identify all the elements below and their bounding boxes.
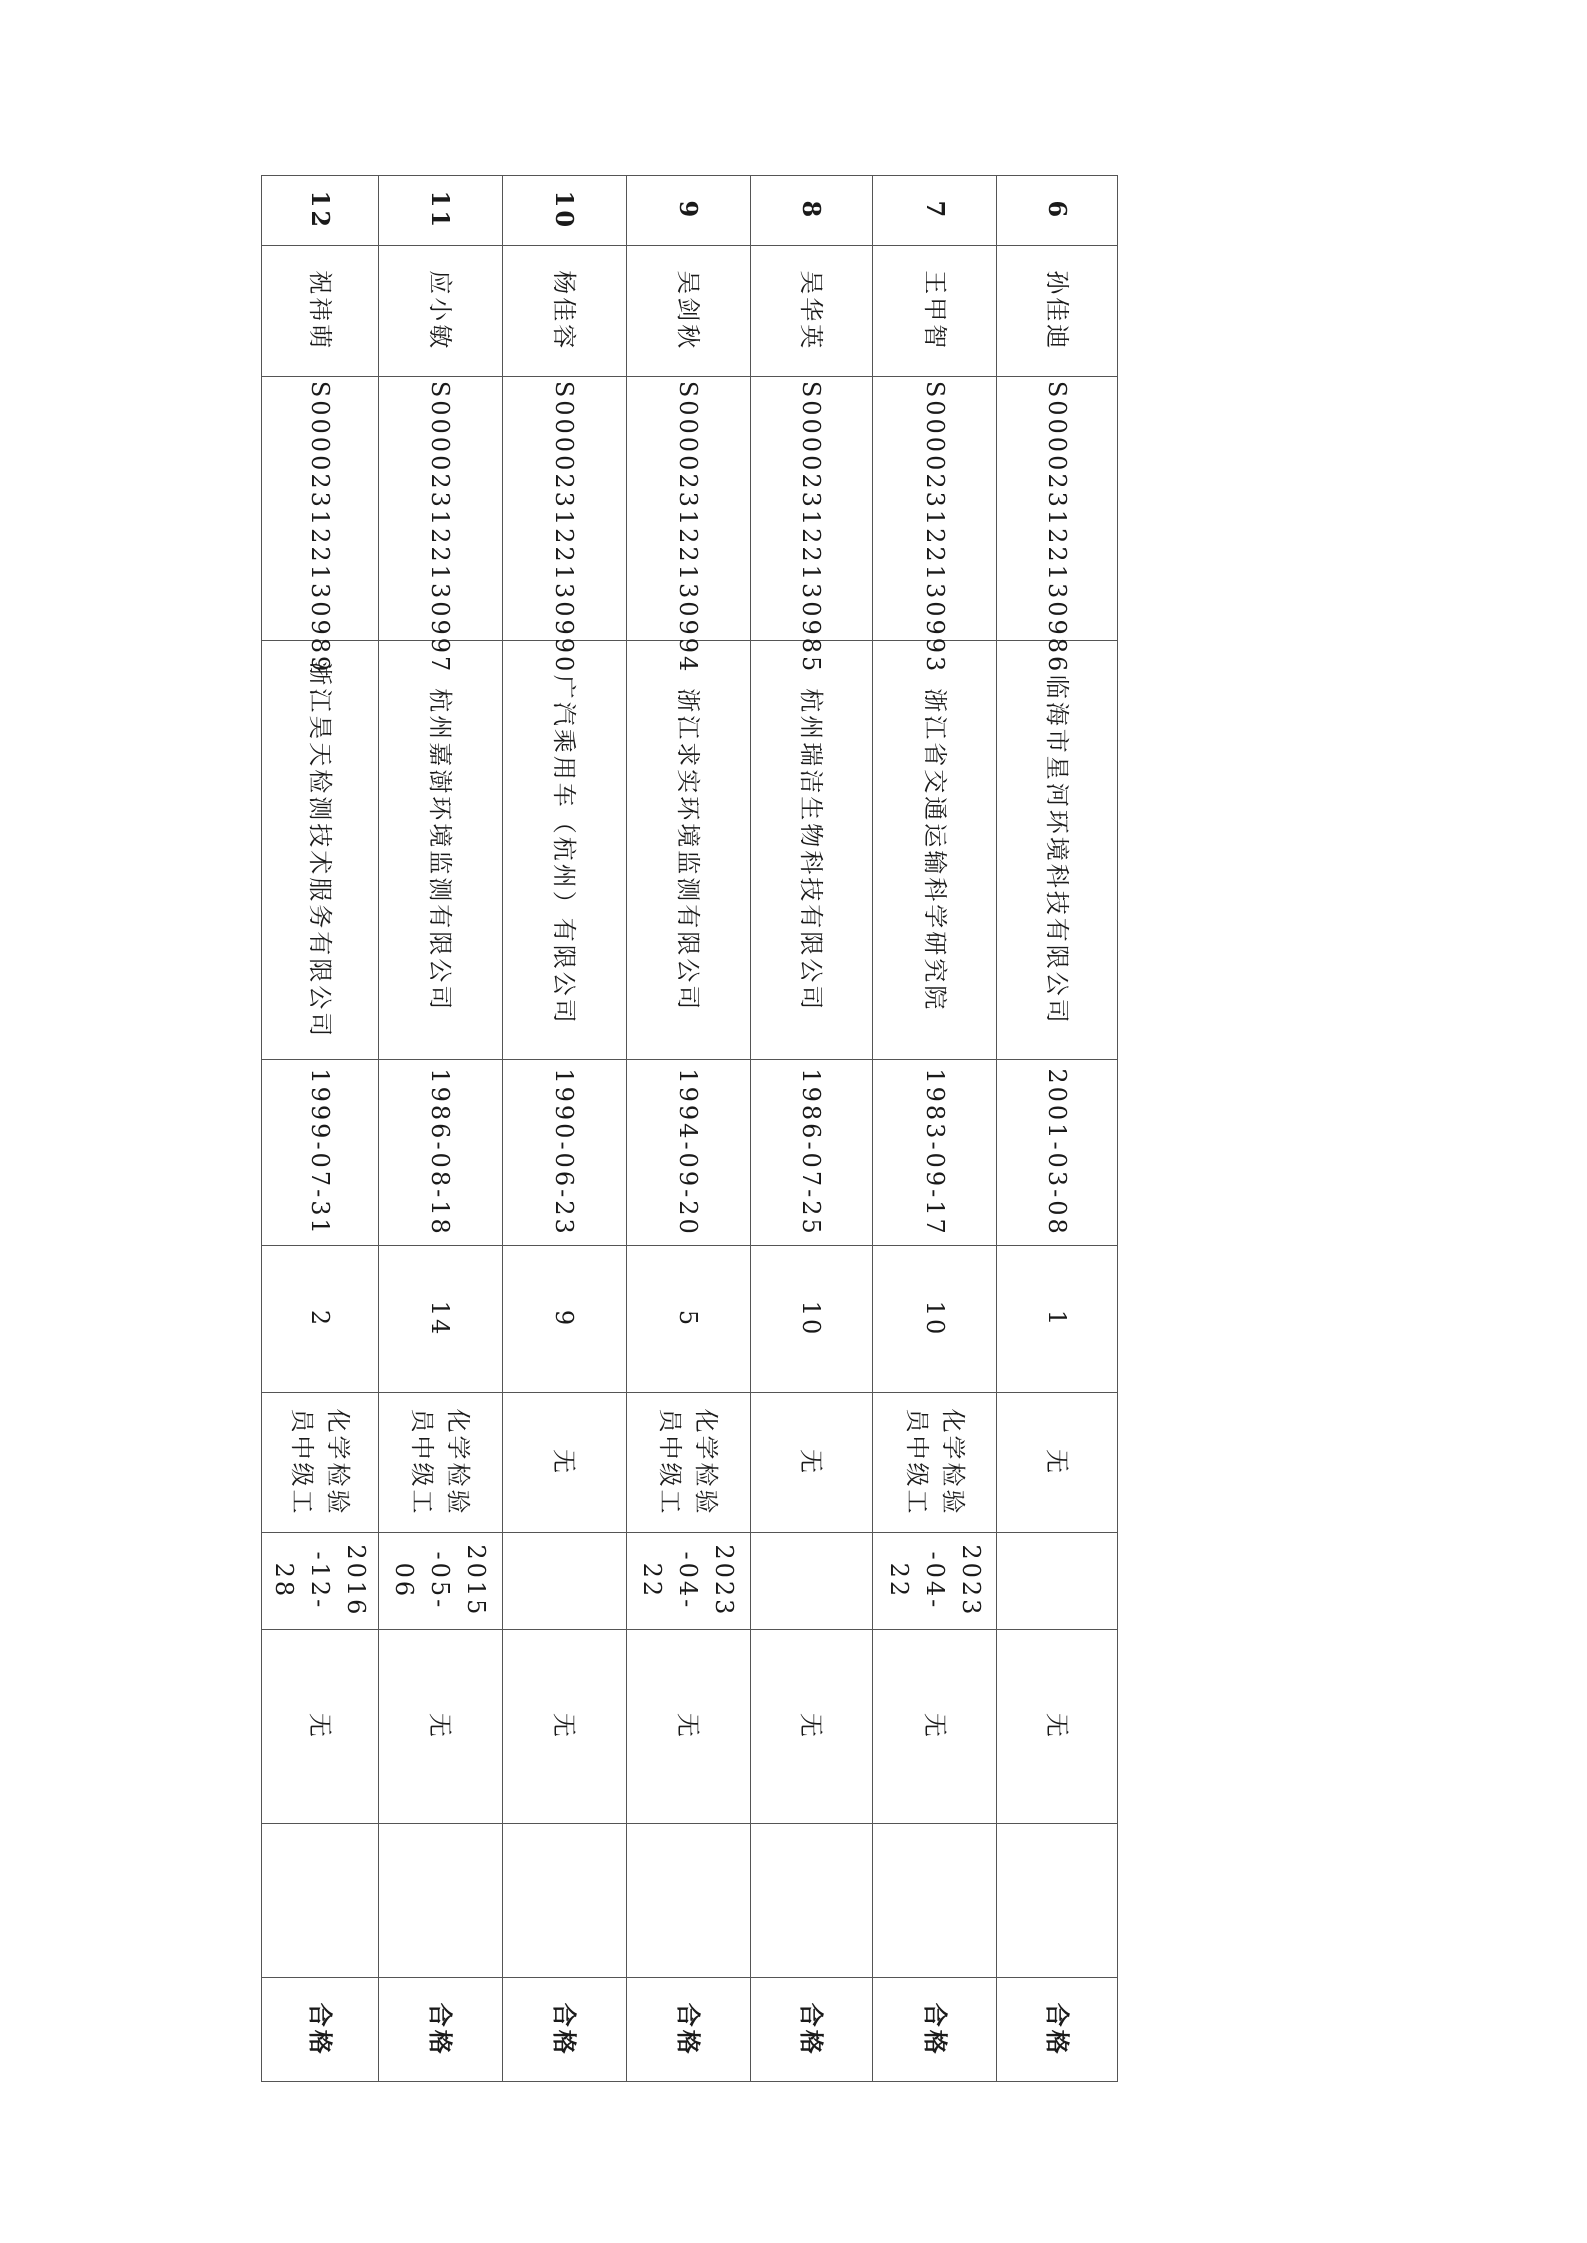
row-number (262, 176, 379, 246)
person-name-text: 祝祎萌 (305, 270, 334, 352)
qualification (872, 1393, 996, 1532)
row-number-text: 11 (426, 190, 456, 231)
qualification-text: 化学检验 (444, 1408, 473, 1517)
qualification (751, 1393, 873, 1532)
certificate-number-text: S000023122130994 (674, 380, 703, 675)
result-status-text: 合格 (305, 2002, 335, 2057)
work-years (997, 1245, 1118, 1393)
other-qualification-text: 无 (1043, 1712, 1072, 1740)
row-number-text: 9 (674, 200, 704, 221)
birth-date (751, 1060, 873, 1245)
qualification-date-text: 28 (269, 1562, 298, 1600)
other-qualification-text: 无 (305, 1712, 334, 1740)
qualification-text: 化学检验 (323, 1408, 352, 1517)
certificate-number (997, 376, 1118, 675)
certificate-number (378, 376, 502, 675)
result-status (262, 1978, 379, 2082)
result-status (997, 1978, 1118, 2082)
qualification-date (626, 1532, 750, 1629)
company-name-text: 临海市星河环境科技有限公司 (1043, 674, 1072, 1026)
qualification-date-text: -04- (920, 1551, 949, 1611)
remark (262, 1823, 379, 1978)
row-number-text: 7 (920, 200, 950, 221)
qualification-text: 化学检验 (938, 1408, 967, 1517)
qualification-text: 无 (797, 1449, 826, 1476)
certificate-number (262, 376, 379, 675)
table-row (626, 176, 750, 2082)
qualification-text: 无 (550, 1449, 579, 1476)
work-years-text: 9 (550, 1309, 579, 1329)
company-name-text: 浙江省交通运输科学研究院 (920, 688, 949, 1013)
certificate-number-text: S000023122130997 (426, 380, 455, 675)
person-name (626, 245, 750, 376)
work-years-text: 1 (1043, 1309, 1072, 1329)
table-row (997, 176, 1118, 2082)
birth-date (502, 1060, 626, 1245)
qualification-date-text: -04- (674, 1551, 703, 1611)
person-name-text: 杨佳容 (550, 270, 579, 352)
other-qualification-text: 无 (550, 1712, 579, 1740)
table-row (262, 176, 379, 2082)
certificate-number (502, 376, 626, 675)
birth-date (997, 1060, 1118, 1245)
birth-date-text: 1986-08-18 (426, 1068, 455, 1237)
row-number (626, 176, 750, 246)
person-name (872, 245, 996, 376)
qualification-date-text: 2015 (462, 1544, 491, 1618)
remark (751, 1823, 873, 1978)
birth-date (262, 1060, 379, 1245)
person-name-text: 孙佳迪 (1043, 270, 1072, 352)
company-name (872, 641, 996, 1060)
person-name-text: 王甲智 (920, 270, 949, 352)
qualification-date-text: 2023 (710, 1544, 739, 1618)
qualification-date-text: 22 (884, 1562, 913, 1600)
qualification-text: 员中级工 (408, 1408, 437, 1517)
qualification-text: 员中级工 (287, 1408, 316, 1517)
qualification (502, 1393, 626, 1532)
birth-date (378, 1060, 502, 1245)
remark (997, 1823, 1118, 1978)
qualification-date-text: -12- (305, 1551, 334, 1611)
work-years-text: 5 (674, 1309, 703, 1329)
work-years (502, 1245, 626, 1393)
certificate-number-text: S000023122130989 (305, 380, 334, 675)
birth-date-text: 2001-03-08 (1043, 1068, 1072, 1237)
company-name-text: 浙江昊天检测技术服务有限公司 (305, 661, 334, 1040)
company-name-text: 广汽乘用车（杭州）有限公司 (550, 674, 579, 1026)
company-name-text: 浙江求实环境监测有限公司 (674, 688, 703, 1013)
other-qualification-text: 无 (797, 1712, 826, 1740)
work-years-text: 10 (797, 1300, 826, 1338)
qualification-date (502, 1532, 626, 1629)
row-number-text: 6 (1043, 200, 1073, 221)
birth-date-text: 1994-09-20 (674, 1068, 703, 1237)
qualification-date-text: 2023 (956, 1544, 985, 1618)
qualification-date-text: 2016 (341, 1544, 370, 1618)
qualification-date-text: 22 (638, 1562, 667, 1600)
row-number (751, 176, 873, 246)
result-status-text: 合格 (797, 2002, 827, 2057)
qualification (262, 1393, 379, 1532)
birth-date-text: 1986-07-25 (797, 1068, 826, 1237)
certificate-number (626, 376, 750, 675)
result-status (378, 1978, 502, 2082)
table-row (872, 176, 996, 2082)
remark (502, 1823, 626, 1978)
person-name (378, 245, 502, 376)
birth-date (626, 1060, 750, 1245)
other-qualification-text: 无 (426, 1712, 455, 1740)
work-years (378, 1245, 502, 1393)
row-number (872, 176, 996, 246)
result-status (872, 1978, 996, 2082)
company-name (262, 641, 379, 1060)
result-status (626, 1978, 750, 2082)
person-name (751, 245, 873, 376)
work-years (626, 1245, 750, 1393)
company-name (751, 641, 873, 1060)
qualification (997, 1393, 1118, 1532)
certificate-number-text: S000023122130986 (1043, 380, 1072, 675)
results-table (261, 175, 1118, 2082)
row-number-text: 8 (797, 200, 827, 221)
certificate-number (872, 376, 996, 675)
person-name-text: 应小敏 (426, 270, 455, 352)
person-name-text: 吴剑秋 (674, 270, 703, 352)
qualification-date (262, 1532, 379, 1629)
other-qualification (997, 1630, 1118, 1824)
work-years-text: 10 (920, 1300, 949, 1338)
qualification-text: 无 (1043, 1449, 1072, 1476)
work-years (872, 1245, 996, 1393)
table-row (502, 176, 626, 2082)
qualification-text: 员中级工 (656, 1408, 685, 1517)
work-years-text: 14 (426, 1300, 455, 1338)
result-status (751, 1978, 873, 2082)
birth-date (872, 1060, 996, 1245)
qualification (626, 1393, 750, 1532)
person-name-text: 吴华英 (797, 270, 826, 352)
result-status-text: 合格 (920, 2002, 950, 2057)
other-qualification (751, 1630, 873, 1824)
company-name (502, 641, 626, 1060)
other-qualification (262, 1630, 379, 1824)
other-qualification (502, 1630, 626, 1824)
qualification-text: 员中级工 (902, 1408, 931, 1517)
person-name (997, 245, 1118, 376)
other-qualification-text: 无 (674, 1712, 703, 1740)
certificate-number-text: S000023122130985 (797, 380, 826, 675)
remark (872, 1823, 996, 1978)
row-number-text: 10 (550, 190, 580, 231)
birth-date-text: 1999-07-31 (305, 1068, 334, 1237)
company-name-text: 杭州瑞洁生物科技有限公司 (797, 688, 826, 1013)
birth-date-text: 1983-09-17 (920, 1068, 949, 1237)
other-qualification (872, 1630, 996, 1824)
row-number (997, 176, 1118, 246)
qualification-date (872, 1532, 996, 1629)
certificate-number-text: S000023122130993 (920, 380, 949, 675)
work-years (262, 1245, 379, 1393)
certificate-number-text: S000023122130990 (550, 380, 579, 675)
other-qualification-text: 无 (920, 1712, 949, 1740)
qualification (378, 1393, 502, 1532)
qualification-date (997, 1532, 1118, 1629)
row-number (378, 176, 502, 246)
result-status-text: 合格 (674, 2002, 704, 2057)
remark (378, 1823, 502, 1978)
result-status-text: 合格 (550, 2002, 580, 2057)
qualification-date-text: -05- (426, 1551, 455, 1611)
row-number (502, 176, 626, 246)
result-status-text: 合格 (1043, 2002, 1073, 2057)
person-name (502, 245, 626, 376)
work-years (751, 1245, 873, 1393)
birth-date-text: 1990-06-23 (550, 1068, 579, 1237)
result-status-text: 合格 (426, 2002, 456, 2057)
company-name (997, 641, 1118, 1060)
other-qualification (626, 1630, 750, 1824)
company-name (378, 641, 502, 1060)
company-name-text: 杭州嘉澍环境监测有限公司 (426, 688, 455, 1013)
remark (626, 1823, 750, 1978)
table-row (751, 176, 873, 2082)
certificate-number (751, 376, 873, 675)
qualification-date-text: 06 (390, 1562, 419, 1600)
work-years-text: 2 (305, 1309, 334, 1329)
row-number-text: 12 (305, 190, 335, 231)
table-row (378, 176, 502, 2082)
result-status (502, 1978, 626, 2082)
qualification-date (378, 1532, 502, 1629)
company-name (626, 641, 750, 1060)
other-qualification (378, 1630, 502, 1824)
qualification-text: 化学检验 (692, 1408, 721, 1517)
person-name (262, 245, 379, 376)
qualification-date (751, 1532, 873, 1629)
